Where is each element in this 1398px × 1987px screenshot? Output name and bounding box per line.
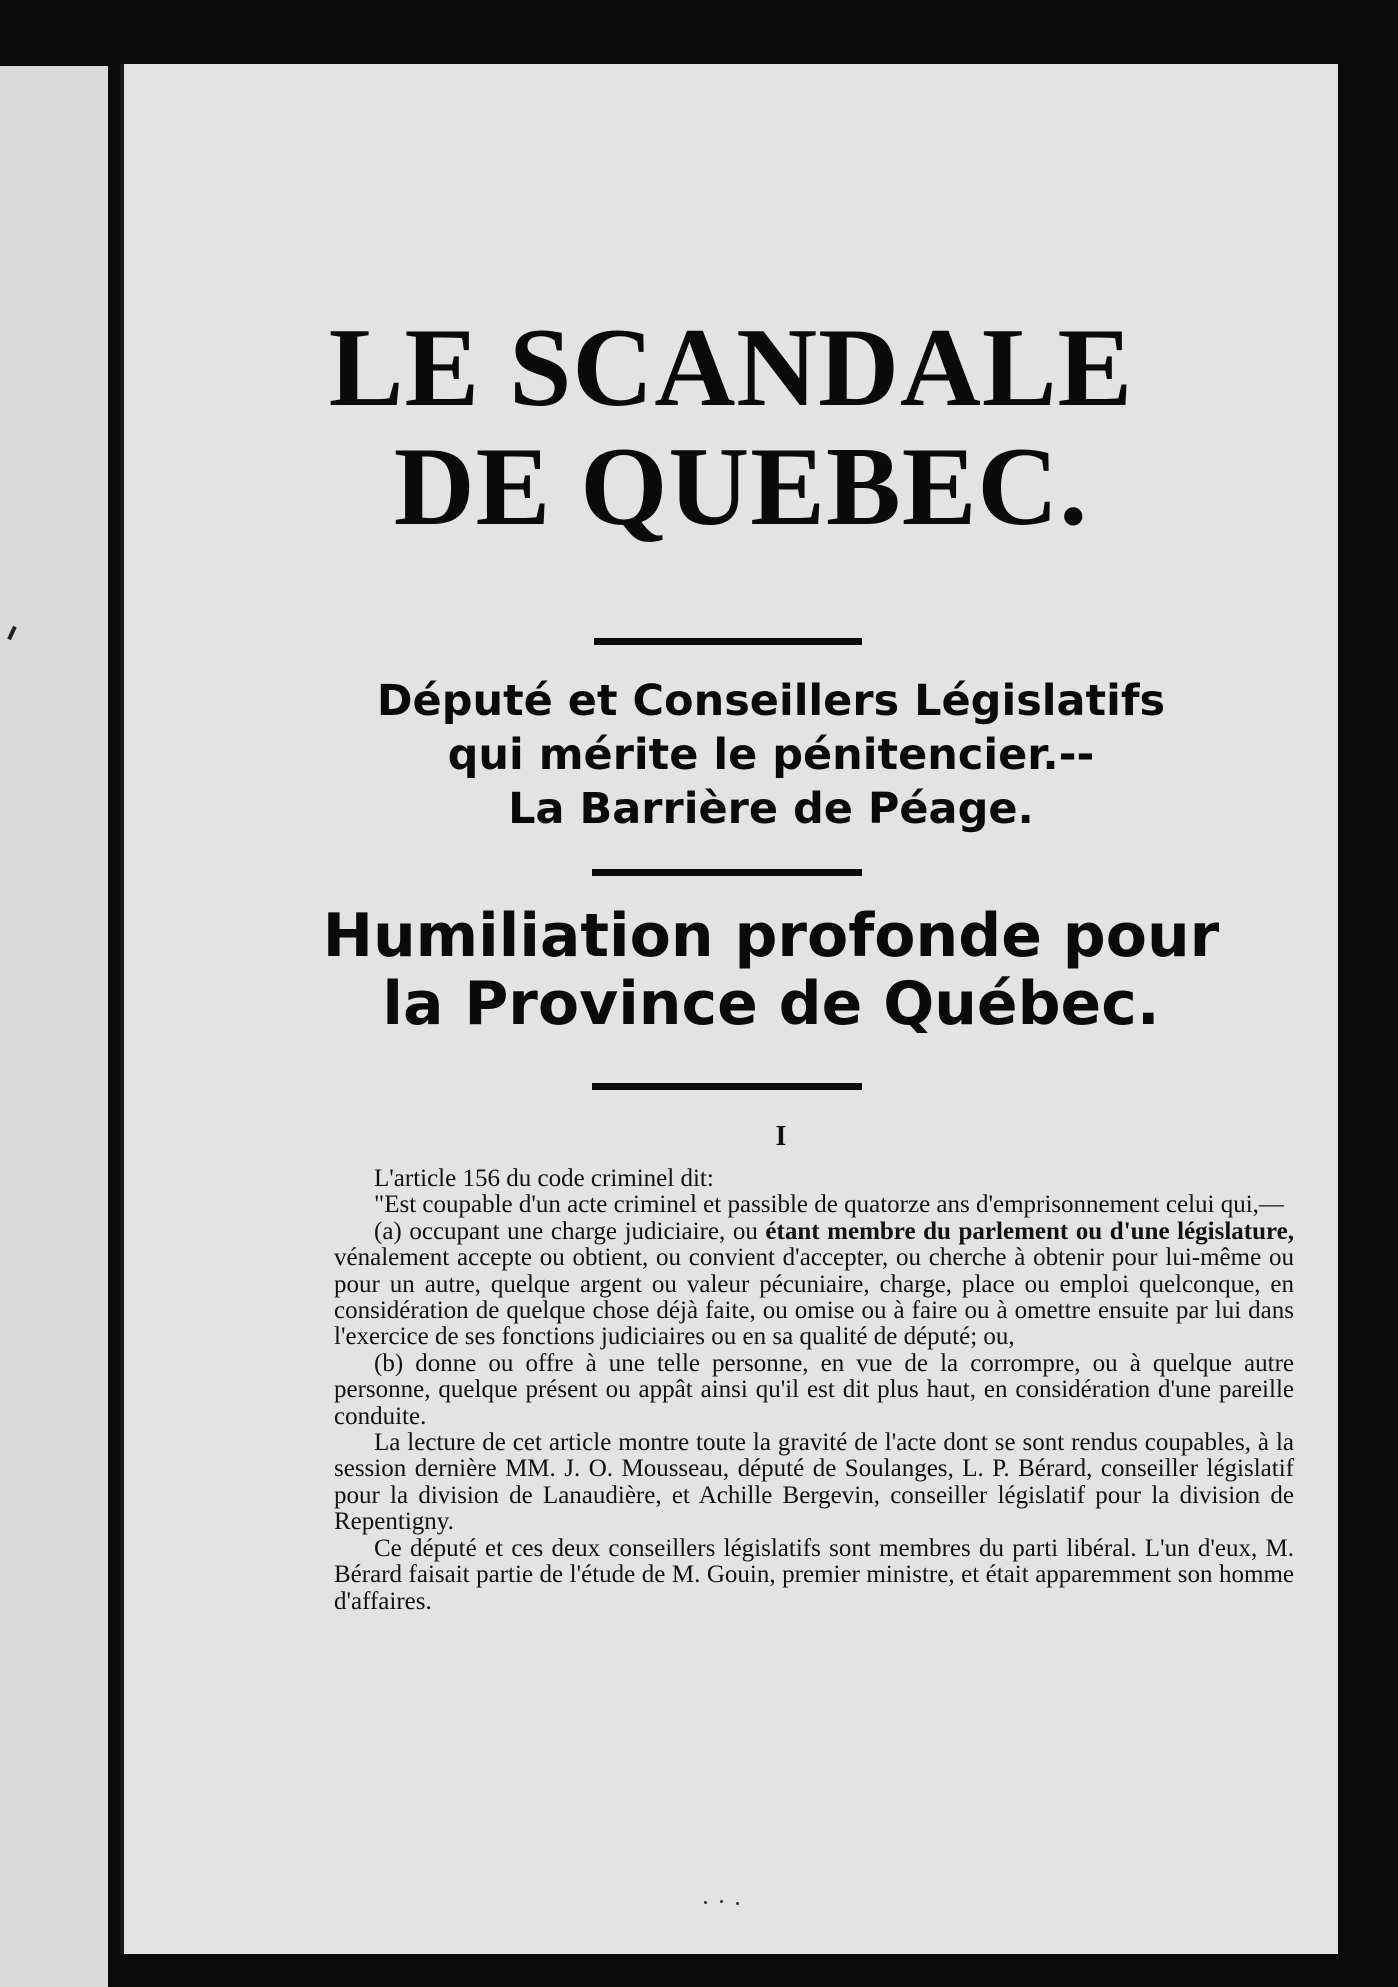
clause-a-bold: étant membre du parlement ou d'une législature, <box>765 1217 1295 1245</box>
paragraph-2: La lecture de cet article montre toute la gravité de l'acte dont se sont rendus coupables, à la session dernière MM. J. O. Mousseau, député de Soulanges, L. P. Bérard, conseiller législatif pour la division de Lanaudière, et Achille Bergevin, conseiller législatif pour la division de Repentigny. <box>334 1429 1294 1536</box>
clause-b <box>334 1351 1294 1430</box>
title-line-1: LE SCANDALE <box>328 306 1134 430</box>
title-line-2: DE QUEBEC. <box>393 425 1089 549</box>
section-number: I <box>775 1121 787 1152</box>
headline-2-line-1: Humiliation profonde pour <box>322 901 1220 971</box>
subtitle <box>124 674 1338 836</box>
speck <box>704 1901 707 1904</box>
paragraph-3: Ce député et ces deux conseillers législatifs sont membres du parti libéral. L'un d'eux, M. Bérard faisait partie de l'étude de M. Gouin, premier ministre, et était apparemment son homme d'affaires. <box>334 1534 1294 1615</box>
article-body <box>334 1166 1294 1615</box>
speck <box>720 1900 723 1903</box>
subtitle-line-1: Député et Conseillers Législatifs <box>376 676 1166 726</box>
subtitle-line-3: La Barrière de Péage. <box>508 784 1034 834</box>
divider-rule-2 <box>592 869 862 876</box>
body-quote: "Est coupable d'un acte criminel et passible de quatorze ans d'emprisonnement celui qui,— <box>374 1191 1284 1219</box>
divider-rule-3 <box>592 1083 862 1090</box>
speck <box>736 1902 739 1905</box>
headline-2-line-2: la Province de Québec. <box>382 969 1160 1039</box>
clause-a <box>334 1219 1294 1351</box>
clause-b-label: (b) <box>374 1349 404 1377</box>
adjacent-page-edge <box>0 66 108 1987</box>
clause-a-label: (a) <box>374 1217 402 1245</box>
clause-a-post: vénalement accepte ou obtient, ou convient d'accepter, ou cherche à obtenir pour lui-même ou pour un autre, quelque argent ou valeur pécuniaire, charge, place ou emploi quelconque, en considération de quelque chose déjà faite, ou omise ou à faire ou à omettre ensuite par lui dans l'exercice de ses fonctions judiciaires ou en sa qualité de député; ou, <box>334 1244 1294 1351</box>
subtitle-line-2: qui mérite le pénitencier.-- <box>447 730 1095 780</box>
divider-rule-1 <box>594 638 862 645</box>
document-page <box>120 64 1338 1954</box>
clause-b-text: donne ou offre à une telle personne, en vue de la corrompre, ou à quelque autre personne, quelque présent ou appât ainsi qu'il est dit plus haut, en considération d'une pareille conduite. <box>334 1349 1295 1430</box>
ink-mark <box>7 626 17 640</box>
body-intro: L'article 156 du code criminel dit: <box>374 1165 714 1192</box>
clause-a-pre: occupant une charge judiciaire, ou <box>409 1217 758 1245</box>
headline-2 <box>124 902 1338 1038</box>
